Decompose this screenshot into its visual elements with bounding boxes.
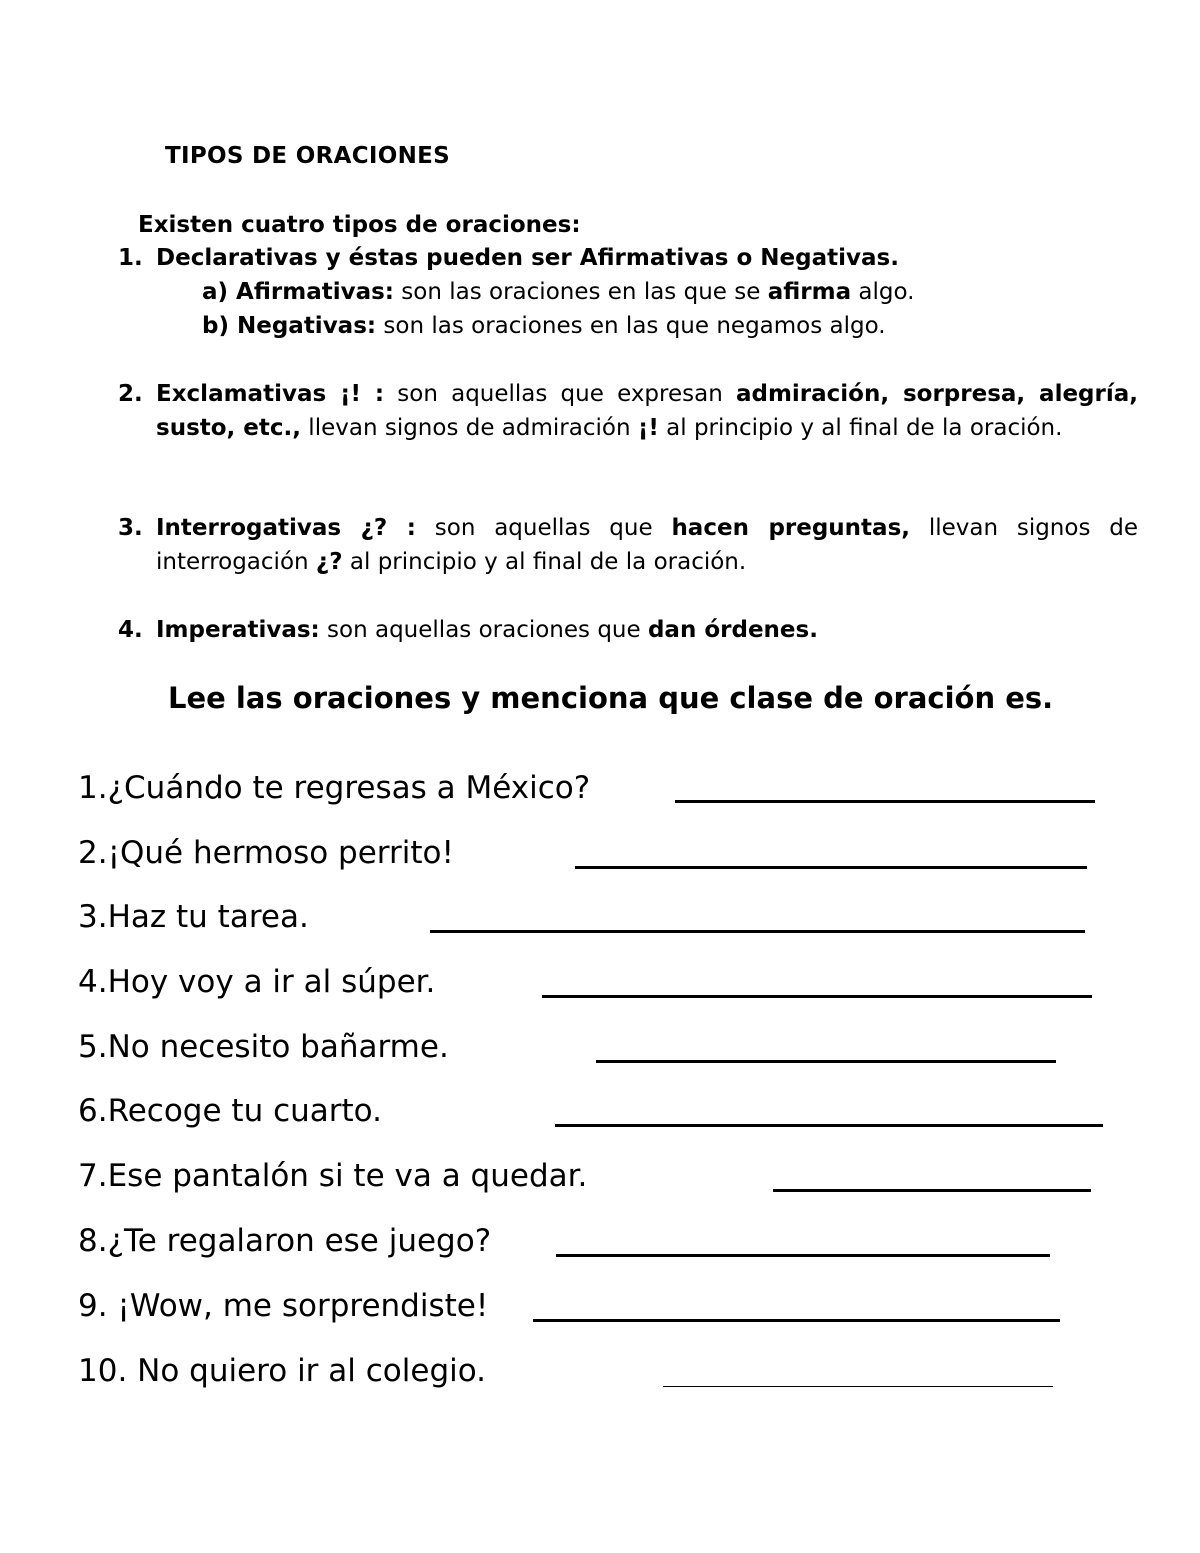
subitem-negativas: [202, 309, 886, 343]
question-5: [78, 1027, 449, 1067]
subitem-afirmativas: [202, 275, 914, 309]
answer-line-8[interactable]: [556, 1254, 1050, 1257]
answer-line-1[interactable]: [675, 800, 1095, 803]
body-text: algo.: [851, 279, 915, 305]
question-7: [78, 1156, 587, 1196]
question-number: 1.: [78, 770, 108, 806]
definition-number: 4.: [118, 617, 143, 643]
question-text: No quiero ir al colegio.: [127, 1353, 487, 1389]
bold-text: hacen preguntas,: [671, 515, 911, 541]
body-text: son aquellas que expresan: [384, 381, 736, 407]
body-text: son las oraciones en las que negamos algo.: [376, 313, 886, 339]
question-6: [78, 1091, 382, 1131]
question-4: [78, 962, 435, 1002]
bold-text: afirma: [767, 279, 852, 305]
definition-number: 3.: [118, 515, 143, 541]
body-text: al principio y al final de la oración.: [658, 415, 1063, 441]
body-text: llevan signos de interrogación: [156, 515, 1138, 575]
question-number: 9.: [78, 1288, 108, 1324]
definition-interrogativas: [118, 511, 1138, 579]
exercise-instruction: Lee las oraciones y menciona que clase de oración es.: [168, 681, 1054, 715]
question-3: [78, 897, 309, 937]
question-number: 10.: [78, 1353, 128, 1389]
question-number: 4.: [78, 964, 108, 1000]
question-text: ¡Wow, me sorprendiste!: [107, 1288, 489, 1324]
question-text: Hoy voy a ir al súper.: [107, 964, 436, 1000]
bold-text: dan órdenes.: [647, 617, 818, 643]
question-number: 3.: [78, 899, 108, 935]
page-title: TIPOS DE ORACIONES: [165, 143, 451, 169]
answer-line-3[interactable]: [430, 930, 1085, 933]
bold-text: Interrogativas ¿? :: [156, 515, 416, 541]
definition-declarativas: [118, 241, 1138, 275]
question-text: ¿Cuándo te regresas a México?: [107, 770, 591, 806]
question-text: Ese pantalón si te va a quedar.: [107, 1158, 588, 1194]
answer-line-9[interactable]: [533, 1319, 1060, 1322]
answer-line-4[interactable]: [542, 995, 1092, 998]
question-text: Recoge tu cuarto.: [107, 1093, 382, 1129]
body-text: son aquellas oraciones que: [319, 617, 648, 643]
body-text: al principio y al final de la oración.: [342, 549, 747, 575]
question-number: 7.: [78, 1158, 108, 1194]
bold-text: ¿?: [315, 549, 343, 575]
bold-text: Declarativas y éstas pueden ser Afirmativas o Negativas.: [156, 245, 899, 271]
bold-text: admiración, sorpresa, alegría, susto, etc.,: [156, 381, 1138, 441]
question-10: [78, 1351, 486, 1391]
question-text: No necesito bañarme.: [107, 1029, 449, 1065]
intro-text: Existen cuatro tipos de oraciones:: [138, 212, 581, 238]
answer-line-7[interactable]: [773, 1189, 1091, 1192]
bold-text: Exclamativas ¡! :: [156, 381, 385, 407]
question-text: Haz tu tarea.: [107, 899, 309, 935]
bold-text: Imperativas:: [156, 617, 320, 643]
answer-line-10[interactable]: [663, 1386, 1053, 1387]
definition-imperativas: [118, 613, 1138, 647]
question-text: ¡Qué hermoso perrito!: [107, 835, 454, 871]
body-text: llevan signos de admiración: [301, 415, 638, 441]
body-text: son aquellas que: [415, 515, 672, 541]
definition-body: [156, 613, 1138, 647]
question-text: ¿Te regalaron ese juego?: [107, 1223, 492, 1259]
question-number: 6.: [78, 1093, 108, 1129]
bold-text: a) Afirmativas:: [202, 279, 394, 305]
definition-body: [156, 511, 1138, 579]
question-number: 2.: [78, 835, 108, 871]
answer-line-6[interactable]: [555, 1124, 1103, 1127]
question-number: 5.: [78, 1029, 108, 1065]
definition-body: [156, 241, 1138, 275]
question-8: [78, 1221, 491, 1261]
question-number: 8.: [78, 1223, 108, 1259]
question-1: [78, 768, 590, 808]
body-text: son las oraciones en las que se: [394, 279, 768, 305]
answer-line-5[interactable]: [596, 1060, 1056, 1063]
definition-body: [156, 377, 1138, 445]
definition-number: 1.: [118, 245, 143, 271]
bold-text: ¡!: [637, 415, 659, 441]
bold-text: b) Negativas:: [202, 313, 377, 339]
question-9: [78, 1286, 488, 1326]
answer-line-2[interactable]: [575, 866, 1087, 869]
definition-number: 2.: [118, 381, 143, 407]
question-2: [78, 833, 454, 873]
definition-exclamativas: [118, 377, 1138, 445]
